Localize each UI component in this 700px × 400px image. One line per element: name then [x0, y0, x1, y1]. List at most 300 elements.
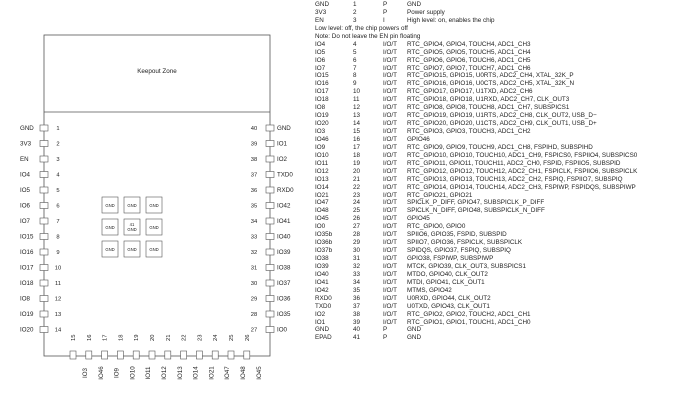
pin-pad — [228, 351, 234, 359]
module-footprint-diagram — [0, 0, 294, 400]
table-row — [315, 279, 700, 287]
pin-number-cell: 5 — [353, 48, 357, 56]
pin-function-cell: GND — [407, 1, 421, 8]
pin-type-cell: I/O/T — [383, 255, 397, 262]
gnd-pad — [124, 197, 140, 213]
gnd-pad — [146, 197, 162, 213]
pin-number-cell: 2 — [353, 8, 357, 16]
pin-bottom-name: IO12 — [161, 366, 168, 380]
pin-left-name: IO18 — [20, 280, 34, 287]
pin-right-name: IO35 — [277, 311, 291, 318]
pin-right-27 — [251, 327, 288, 334]
pin-number-cell: 21 — [353, 175, 361, 183]
pin-pad — [266, 296, 274, 302]
pin-left-number: 13 — [54, 312, 62, 318]
pin-name-cell: IO35b — [315, 231, 333, 239]
pin-left-name: IO16 — [20, 249, 34, 256]
pin-left-13 — [20, 311, 61, 318]
pin-number-cell: 4 — [353, 40, 357, 48]
pin-function-cell: GND — [407, 326, 421, 334]
pin-function-cell: RTC_GPIO9, GPIO9, TOUCH9, ADC1_CH8, FSPIHD, SUBSPIHD — [407, 143, 593, 151]
pin-right-name: IO36 — [277, 295, 291, 303]
pin-right-29 — [251, 296, 291, 303]
pin-number-cell: 36 — [353, 294, 361, 302]
pin-number-cell: 31 — [353, 255, 361, 262]
pin-left-name: 3V3 — [20, 140, 32, 148]
pin-function-cell: RTC_GPIO13, GPIO13, TOUCH13, ADC2_CH2, FSPIQ, FSPIIO7, SUBSPIQ — [407, 175, 623, 183]
pin-pad — [266, 156, 274, 162]
pin-left-name: IO8 — [20, 295, 30, 303]
pin-type-cell: P — [383, 334, 388, 342]
pin-type-cell: I/O/T — [383, 270, 397, 278]
table-note: Low level: off, the chip powers off — [315, 24, 408, 32]
pad-label: GND — [105, 203, 115, 208]
pin-name-cell: IO3 — [315, 128, 326, 135]
pin-name-cell: IO45 — [315, 215, 329, 223]
pin-pad — [266, 234, 274, 240]
pin-number-cell: 22 — [353, 183, 361, 191]
pin-pad — [266, 141, 274, 147]
pin-right-number: 33 — [250, 234, 258, 241]
pad-label: GND — [127, 227, 137, 232]
pin-left-number: 5 — [56, 188, 60, 194]
pin-right-name: IO1 — [277, 140, 287, 148]
table-row — [315, 144, 700, 152]
pin-pad — [266, 280, 274, 286]
pin-number-cell: 12 — [353, 104, 361, 112]
pin-name-cell: IO11 — [315, 159, 329, 167]
pin-right-30 — [251, 280, 291, 287]
pin-number-cell: 17 — [353, 143, 361, 151]
pin-function-cell: MTDO, GPIO40, CLK_OUT2 — [407, 270, 488, 278]
pin-number-cell: 11 — [353, 96, 360, 104]
table-row — [315, 1, 700, 9]
pin-number-cell: 7 — [353, 64, 357, 72]
pin-name-cell: IO36b — [315, 239, 333, 247]
pin-pad — [266, 218, 274, 224]
pin-left-name: GND — [20, 125, 34, 132]
pad-label: GND — [149, 225, 159, 230]
pin-function-cell: RTC_GPIO3, GPIO3, TOUCH3, ADC1_CH2 — [407, 128, 531, 135]
pin-name-cell: EN — [315, 16, 324, 24]
pin-bottom-name: IO9 — [113, 368, 121, 378]
pin-function-cell: High level: on, enables the chip — [407, 16, 495, 24]
pin-bottom-name: IO21 — [208, 366, 216, 380]
pin-function-cell: SPIIO7, GPIO36, FSPICLK, SUBSPICLK — [407, 239, 523, 247]
pin-right-number: 28 — [250, 312, 258, 318]
pin-name-cell: IO6 — [315, 56, 326, 64]
pin-left-number: 6 — [56, 203, 60, 210]
pin-pad — [266, 249, 274, 255]
table-row — [315, 104, 700, 112]
table-row — [315, 120, 700, 128]
gnd-pad — [146, 241, 162, 257]
table-row — [315, 247, 700, 255]
pin-type-cell: I/O/T — [383, 231, 397, 239]
pin-name-cell: IO1 — [315, 318, 326, 326]
pin-right-34 — [251, 218, 291, 225]
pin-name-cell: IO14 — [315, 183, 329, 191]
pin-number-cell: 19 — [353, 159, 361, 167]
table-row — [315, 17, 700, 25]
pin-bottom-number: 21 — [165, 334, 172, 341]
pin-function-cell: MTDI, GPIO41, CLK_OUT1 — [407, 278, 485, 286]
pin-pad — [244, 351, 250, 359]
pin-type-cell: I/O/T — [383, 48, 397, 56]
pin-bottom-number: 15 — [71, 334, 77, 341]
pin-bottom-number: 20 — [150, 334, 156, 341]
pin-function-cell: GPIO38, FSPIWP, SUBSPIWP — [407, 255, 494, 262]
gnd-pad — [146, 219, 162, 235]
pin-name-cell: IO7 — [315, 64, 326, 72]
pin-type-cell: I/O/T — [383, 104, 397, 112]
pin-left-number: 7 — [56, 219, 60, 225]
pin-type-cell: I/O/T — [383, 175, 397, 183]
table-row — [315, 239, 700, 247]
pin-pad — [40, 265, 48, 271]
pin-bottom-name: IO46 — [97, 366, 105, 380]
pad-label: GND — [149, 247, 159, 252]
pin-left-number: 4 — [56, 172, 60, 179]
pin-right-name: IO41 — [277, 218, 291, 225]
pin-right-number: 29 — [250, 296, 258, 303]
pin-left-number: 2 — [56, 141, 60, 148]
pin-right-39 — [251, 141, 288, 148]
pin-name-cell: GND — [315, 1, 329, 8]
pin-name-cell: IO47 — [315, 199, 329, 207]
pin-name-cell: IO38 — [315, 255, 329, 262]
pin-number-cell: 1 — [353, 1, 357, 8]
pin-number-cell: 24 — [353, 199, 361, 207]
pin-name-cell: EPAD — [315, 334, 332, 342]
pin-left-name: IO19 — [20, 311, 34, 318]
pin-right-37 — [251, 172, 294, 179]
pin-name-cell: IO19 — [315, 112, 329, 120]
pin-number-cell: 35 — [353, 286, 361, 294]
pin-name-cell: IO9 — [315, 143, 326, 151]
pin-pad — [40, 280, 48, 286]
pin-right-number: 32 — [250, 250, 258, 256]
pin-pad — [40, 218, 48, 224]
pin-type-cell: I/O/T — [383, 167, 397, 175]
pin-bottom-number: 17 — [102, 334, 109, 341]
pin-right-number: 38 — [250, 157, 258, 163]
pin-type-cell: I/O/T — [383, 310, 397, 318]
pin-right-number: 39 — [250, 141, 258, 148]
pin-function-cell: SPICLK_P_DIFF, GPIO47, SUBSPICLK_P_DIFF — [407, 199, 545, 207]
pin-function-cell: SPIDQS, GPIO37, FSPIQ, SUBSPIQ — [407, 247, 511, 255]
table-row — [315, 192, 700, 200]
table-row — [315, 271, 700, 279]
pin-type-cell: I — [383, 16, 385, 24]
pin-left-name: IO15 — [20, 233, 34, 241]
table-row — [315, 9, 700, 17]
pin-function-cell: U0RXD, GPIO44, CLK_OUT2 — [407, 294, 491, 302]
pin-type-cell: I/O/T — [383, 112, 397, 120]
pin-left-name: EN — [20, 156, 29, 163]
pin-function-cell: RTC_GPIO19, GPIO19, U1RTS, ADC2_CH8, CLK_OUT2, USB_D− — [407, 112, 597, 120]
center-pad-41 — [124, 219, 140, 235]
pin-name-cell: IO5 — [315, 48, 326, 56]
pin-right-number: 40 — [250, 126, 258, 132]
pin-function-cell: U0TXD, GPIO43, CLK_OUT1 — [407, 302, 490, 310]
pin-description-table — [315, 1, 700, 342]
gnd-pad — [124, 241, 140, 257]
module-body — [44, 35, 270, 356]
pin-function-cell: RTC_GPIO16, GPIO16, U0CTS, ADC2_CH5, XTAL_32K_N — [407, 80, 575, 88]
pin-pad — [40, 172, 48, 178]
pin-bottom-name: IO14 — [192, 366, 200, 380]
pin-function-cell: RTC_GPIO6, GPIO6, TOUCH6, ADC1_CH5 — [407, 56, 531, 64]
pin-pad — [40, 141, 48, 147]
pin-type-cell: I/O/T — [383, 56, 397, 64]
pin-type-cell: I/O/T — [383, 318, 397, 326]
table-row — [315, 128, 700, 136]
table-row — [315, 311, 700, 319]
table-row — [315, 112, 700, 120]
pin-right-name: IO42 — [277, 202, 291, 210]
pin-right-38 — [251, 156, 288, 163]
pin-name-cell: IO10 — [315, 151, 329, 159]
pin-number-cell: 23 — [353, 191, 361, 199]
table-row — [315, 160, 700, 168]
pin-type-cell: I/O/T — [383, 135, 397, 143]
pin-bottom-name: IO13 — [176, 366, 184, 380]
pin-function-cell: RTC_GPIO21, GPIO21 — [407, 191, 473, 199]
pin-right-number: 34 — [250, 219, 258, 225]
pin-number-cell: 27 — [353, 223, 361, 231]
pin-function-cell: RTC_GPIO4, GPIO4, TOUCH4, ADC1_CH3 — [407, 40, 531, 48]
pin-right-name: GND — [277, 125, 291, 132]
pin-function-cell: RTC_GPIO14, GPIO14, TOUCH14, ADC2_CH3, FSPIWP, FSPIDQS, SUBSPIWP — [407, 183, 636, 191]
pin-right-name: IO38 — [277, 264, 291, 272]
pin-function-cell: GPIO45 — [407, 215, 430, 223]
pin-function-cell: MTMS, GPIO42 — [407, 286, 452, 294]
pin-bottom-number: 24 — [213, 334, 220, 341]
pin-type-cell: I/O/T — [383, 223, 397, 231]
pin-name-cell: IO13 — [315, 175, 329, 183]
pad-number: 41 — [129, 222, 135, 227]
pin-right-name: IO40 — [277, 233, 291, 241]
pin-pad — [40, 249, 48, 255]
module-outline — [44, 35, 270, 356]
pin-function-cell: RTC_GPIO15, GPIO15, U0RTS, ADC2_CH4, XTAL_32K_P — [407, 72, 574, 80]
pin-number-cell: 37 — [353, 302, 361, 310]
pin-name-cell: IO2 — [315, 310, 326, 318]
pin-function-cell: GPIO46 — [407, 135, 430, 143]
pin-bottom-number: 18 — [118, 334, 125, 341]
pin-bottom-number: 25 — [229, 334, 235, 341]
pin-right-name: IO0 — [277, 326, 287, 334]
pin-name-cell: 3V3 — [315, 8, 327, 16]
table-row — [315, 168, 700, 176]
pin-name-cell: IO4 — [315, 40, 326, 48]
pin-name-cell: IO41 — [315, 278, 329, 286]
pin-function-cell: SPICLK_N_DIFF, GPIO48, SUBSPICLK_N_DIFF — [407, 207, 545, 215]
table-row — [315, 255, 700, 263]
pin-right-number: 31 — [250, 265, 258, 272]
pin-left-number: 10 — [54, 265, 62, 272]
pin-type-cell: I/O/T — [383, 294, 397, 302]
table-row — [315, 207, 700, 215]
pin-bottom-name: IO11 — [145, 366, 153, 380]
pin-function-cell: RTC_GPIO7, GPIO7, TOUCH7, ADC1_CH6 — [407, 64, 531, 72]
table-row — [315, 184, 700, 192]
pin-function-cell: RTC_GPIO8, GPIO8, TOUCH8, ADC1_CH7, SUBSPICS1 — [407, 104, 570, 112]
pin-name-cell: IO21 — [315, 191, 329, 199]
pin-function-cell: RTC_GPIO2, GPIO2, TOUCH2, ADC1_CH1 — [407, 310, 531, 318]
pin-bottom-name: IO10 — [129, 366, 137, 380]
pin-type-cell: I/O/T — [383, 151, 397, 159]
pin-type-cell: I/O/T — [383, 262, 397, 270]
pin-function-cell: RTC_GPIO0, GPIO0 — [407, 223, 466, 231]
pin-pad — [149, 351, 155, 359]
pin-left-number: 8 — [56, 234, 60, 241]
pin-name-cell: IO12 — [315, 167, 329, 175]
pin-left-number: 9 — [56, 250, 60, 256]
pin-pad — [266, 265, 274, 271]
pin-pad — [266, 187, 274, 193]
pin-name-cell: RXD0 — [315, 294, 332, 302]
pin-right-name: IO2 — [277, 156, 287, 163]
pin-type-cell: I/O/T — [383, 199, 397, 207]
pin-type-cell: I/O/T — [383, 40, 397, 48]
pin-bottom-number: 23 — [197, 334, 204, 341]
pin-name-cell: IO48 — [315, 207, 329, 215]
gnd-pad — [102, 241, 118, 257]
pin-number-cell: 30 — [353, 247, 361, 255]
pin-pad — [117, 351, 123, 359]
pin-left-number: 3 — [56, 157, 60, 163]
pin-left-number: 14 — [54, 327, 62, 334]
pin-number-cell: 18 — [353, 151, 361, 159]
pin-number-cell: 25 — [353, 207, 361, 215]
pin-pad — [40, 327, 48, 333]
table-row — [315, 326, 700, 334]
pin-function-cell: RTC_GPIO11, GPIO11, TOUCH11, ADC2_CH0, FSPID, FSPIIO5, SUBSPID — [407, 159, 621, 167]
pin-function-cell: RTC_GPIO10, GPIO10, TOUCH10, ADC1_CH9, FSPICS0, FSPIIO4, SUBSPICS0 — [407, 151, 638, 159]
pad-label: GND — [149, 203, 159, 208]
pin-type-cell: I/O/T — [383, 64, 397, 72]
table-row — [315, 231, 700, 239]
pin-number-cell: 8 — [353, 72, 357, 80]
table-row — [315, 319, 700, 327]
pin-function-cell: RTC_GPIO17, GPIO17, U1TXD, ADC2_CH6 — [407, 88, 533, 96]
pad-label: GND — [127, 203, 137, 208]
pin-right-number: 30 — [250, 281, 258, 287]
pin-pad — [266, 172, 274, 178]
pin-number-cell: 39 — [353, 318, 361, 326]
pin-pad — [86, 351, 92, 359]
pin-right-number: 36 — [250, 188, 258, 194]
pin-pad — [40, 296, 48, 302]
pin-pad — [40, 125, 48, 131]
pin-bottom-name: IO3 — [82, 368, 89, 378]
pin-right-35 — [251, 203, 291, 210]
pin-pad — [266, 125, 274, 131]
pin-type-cell: P — [383, 8, 388, 16]
pin-name-cell: IO15 — [315, 72, 329, 80]
pin-type-cell: I/O/T — [383, 207, 397, 215]
gnd-pad — [102, 197, 118, 213]
pin-pad — [40, 234, 48, 240]
pin-left-name: IO7 — [20, 218, 30, 225]
pin-left-11 — [20, 280, 61, 287]
pad-label: GND — [105, 225, 115, 230]
pin-name-cell: IO18 — [315, 96, 329, 104]
pad-label: GND — [105, 247, 115, 252]
pin-type-cell: I/O/T — [383, 247, 397, 255]
pin-type-cell: I/O/T — [383, 239, 397, 247]
pin-left-14 — [20, 327, 62, 334]
pin-number-cell: 20 — [353, 167, 361, 175]
pin-pad — [70, 351, 76, 359]
table-row — [315, 65, 700, 73]
pin-name-cell: IO42 — [315, 286, 329, 294]
pin-name-cell: IO46 — [315, 135, 329, 143]
pin-type-cell: P — [383, 1, 388, 8]
pin-left-name: IO6 — [20, 202, 30, 210]
pin-left-name: IO5 — [20, 187, 30, 194]
table-row — [315, 295, 700, 303]
pin-number-cell: 29 — [353, 239, 361, 247]
pin-number-cell: 10 — [353, 88, 361, 96]
pin-pad — [102, 351, 108, 359]
pin-bottom-number: 22 — [181, 334, 188, 341]
pin-number-cell: 14 — [353, 120, 361, 128]
pin-function-cell: GND — [407, 334, 421, 342]
table-row — [315, 80, 700, 88]
pin-function-cell: RTC_GPIO20, GPIO20, U1CTS, ADC2_CH9, CLK_OUT1, USB_D+ — [407, 120, 597, 128]
pin-name-cell: GND — [315, 326, 329, 334]
table-row — [315, 176, 700, 184]
pin-pad — [212, 351, 218, 359]
thermal-pad-grid — [102, 197, 162, 257]
pin-left-10 — [20, 265, 61, 272]
table-row — [315, 303, 700, 311]
pin-bottom-number: 26 — [244, 334, 251, 341]
pin-bottom-name: IO45 — [255, 366, 263, 380]
table-row — [315, 287, 700, 295]
pin-name-cell: IO0 — [315, 223, 326, 231]
pin-type-cell: I/O/T — [383, 128, 397, 135]
pin-type-cell: I/O/T — [383, 278, 397, 286]
pin-pad — [266, 311, 274, 317]
pin-number-cell: 6 — [353, 56, 357, 64]
pin-name-cell: IO37b — [315, 247, 333, 255]
pin-right-name: IO37 — [277, 280, 291, 287]
pin-right-number: 27 — [250, 327, 258, 334]
pin-pad — [40, 311, 48, 317]
pin-type-cell: I/O/T — [383, 183, 397, 191]
table-row — [315, 96, 700, 104]
pin-left-number: 12 — [54, 296, 62, 303]
gnd-pad — [102, 219, 118, 235]
pin-number-cell: 38 — [353, 310, 361, 318]
pin-pad — [266, 203, 274, 209]
pin-number-cell: 34 — [353, 278, 361, 286]
pin-pad — [133, 351, 139, 359]
pin-number-cell: 3 — [353, 16, 357, 24]
pin-number-cell: 41 — [353, 334, 361, 342]
table-row — [315, 136, 700, 144]
table-row — [315, 334, 700, 342]
keepout-zone-label: Keepout Zone — [137, 68, 177, 75]
pin-function-cell: SPIIO6, GPIO35, FSPID, SUBSPID — [407, 231, 507, 239]
pin-function-cell: Power supply — [407, 8, 445, 16]
pin-pad — [181, 351, 187, 359]
pin-bottom-number: 16 — [86, 334, 93, 341]
